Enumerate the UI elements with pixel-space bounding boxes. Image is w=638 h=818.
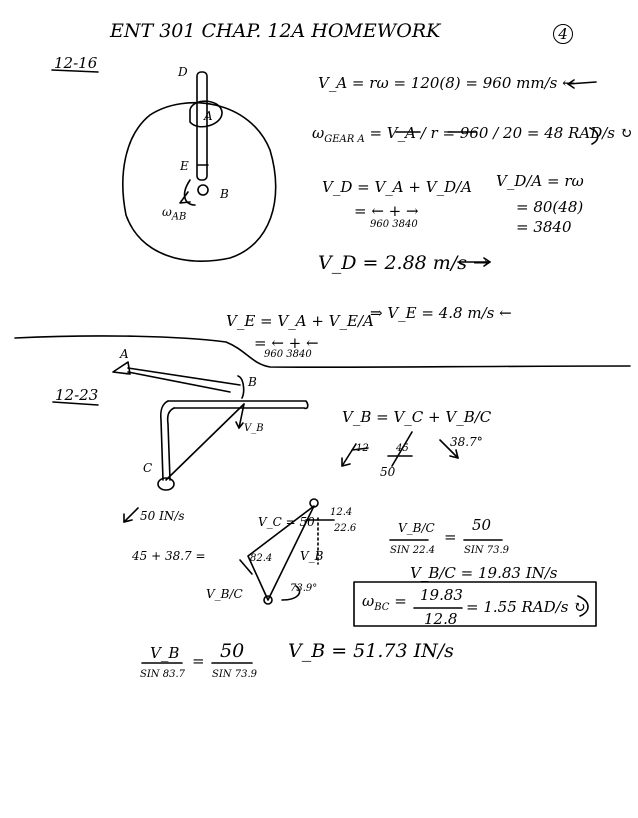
eq-ve-magnitudes: 960 3840 — [264, 349, 312, 360]
sine-law-vb-num2: 50 — [220, 640, 245, 662]
omega-bc-symbol: $\omega_{BC}$ = — [362, 592, 407, 613]
sine-law-vb-den: SIN 83.7 — [140, 669, 185, 680]
angle-38-7: 38.7° — [450, 435, 483, 449]
eq-va: V_A = rω = 120(8) = 960 mm/s ← — [318, 74, 575, 92]
triangle-vc: V_C = 50 — [258, 515, 315, 529]
sine-law-vb-eq: = — [192, 652, 205, 670]
label-pin-b: B — [248, 375, 257, 389]
omega-bc-den: 12.8 — [424, 610, 458, 628]
sine-law-1-num: V_B/C — [398, 521, 435, 535]
eq-ve-vectors: = ← + ← — [254, 334, 319, 352]
triangle-73-9: 73.9° — [290, 583, 318, 594]
omega-bc-num: 19.83 — [420, 586, 463, 604]
label-pin-a: A — [120, 347, 129, 361]
eq-vd-relative: V_D = V_A + V_D/A — [322, 178, 472, 196]
eq-vd-magnitudes: 960 3840 — [370, 219, 418, 230]
omega-bc-result-box — [354, 582, 596, 626]
sine-law-vb-num: V_B — [150, 644, 180, 662]
pin-b — [198, 185, 208, 195]
label-omega-ab: $\omega_{AB}$ — [162, 205, 187, 223]
calc-3840: = 3840 — [516, 218, 572, 236]
value-50: 50 — [380, 465, 396, 479]
result-vbc: V_B/C = 19.83 IN/s — [410, 564, 558, 582]
problem-number-12-16: 12-16 — [54, 54, 98, 72]
problem-number-12-23: 12-23 — [55, 386, 99, 404]
label-vb: V_B — [244, 423, 264, 434]
label-vc-speed: 50 IN/s — [140, 509, 185, 523]
label-pin-c: C — [143, 461, 153, 475]
eq-ve-relative: V_E = V_A + V_E/A — [226, 312, 374, 330]
result-vd: V_D = 2.88 m/s → — [318, 252, 489, 274]
calc-80-48: = 80(48) — [516, 198, 584, 216]
triangle-vbc: V_B/C — [206, 587, 243, 601]
eq-vda-rw: V_D/A = rω — [496, 172, 584, 190]
label-a: A — [204, 109, 213, 123]
eq-vd-vectors: = ← + → — [354, 202, 419, 220]
triangle-vb: V_B — [300, 549, 324, 563]
triangle-22-6: 22.6 — [334, 523, 357, 534]
label-e: E — [180, 159, 189, 173]
triangle-12-4: 12.4 — [330, 507, 353, 518]
label-b: B — [220, 187, 229, 201]
triangle-angle-sum: 45 + 38.7 = — [132, 549, 206, 563]
page-number: 4 — [553, 24, 573, 44]
sine-law-1-den: SIN 22.4 — [390, 545, 435, 556]
sine-law-2-num: 50 — [472, 516, 492, 534]
omega-bc-result: = 1.55 RAD/s ↻ — [466, 598, 586, 616]
sine-law-1-eq: = — [444, 528, 457, 546]
sketch-vc-arrow — [342, 444, 356, 466]
separator-line — [15, 336, 630, 367]
triangle-82-4: 82.4 — [250, 553, 273, 564]
sine-law-2-den: SIN 73.9 — [464, 545, 509, 556]
angle-45: 45 — [396, 443, 409, 454]
angle-12: 12 — [356, 443, 369, 454]
page-title: ENT 301 CHAP. 12A HOMEWORK — [110, 20, 441, 42]
result-ve: ⇒ V_E = 4.8 m/s ← — [370, 304, 512, 322]
eq-vb-relative: V_B = V_C + V_B/C — [342, 408, 492, 426]
result-vb: V_B = 51.73 IN/s — [288, 640, 454, 662]
eq-omega: $\omega_{GEAR A}$ = V_A / r = 960 / 20 = 48 RAD/s ↻ — [312, 124, 633, 145]
label-d: D — [178, 65, 188, 79]
sine-law-vb-den2: SIN 73.9 — [212, 669, 257, 680]
